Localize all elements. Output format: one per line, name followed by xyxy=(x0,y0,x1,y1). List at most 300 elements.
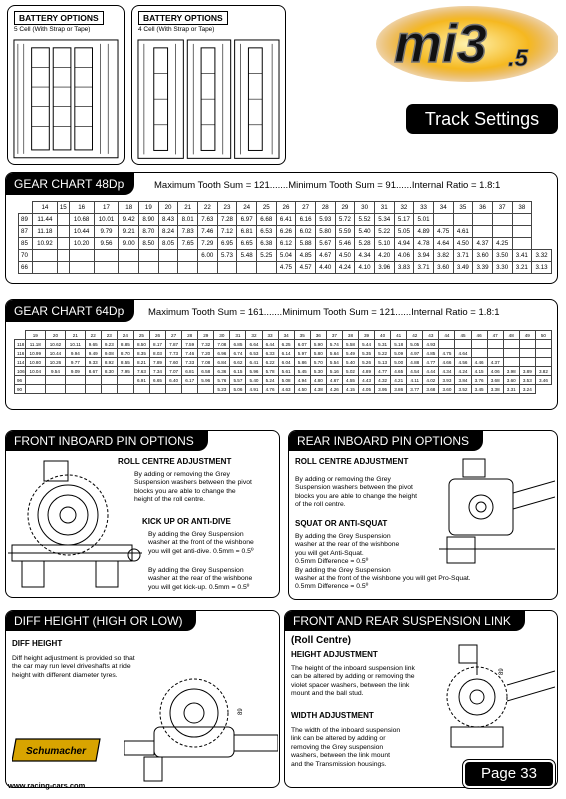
page-number: Page 33 xyxy=(463,760,555,788)
gear-cell xyxy=(487,349,503,358)
gear-cell: 4.02 xyxy=(423,376,439,385)
gear-column-header: 25 xyxy=(133,331,149,340)
gear-cell: 4.67 xyxy=(315,250,335,262)
gear-cell: 6.84 xyxy=(214,358,230,367)
gear-cell: 5.59 xyxy=(335,226,355,238)
gear-cell xyxy=(133,385,149,394)
front-suspension-drawing xyxy=(8,453,142,595)
gear-chart-64dp xyxy=(5,299,558,410)
gear-cell: 3.38 xyxy=(487,385,503,394)
gear-cell: 10.44 xyxy=(45,349,65,358)
gear-cell: 3.39 xyxy=(473,262,493,274)
gear-row xyxy=(19,238,552,250)
gear-cell: 9.56 xyxy=(94,238,119,250)
gear-cell: 3.82 xyxy=(433,250,453,262)
gear-cell: 4.89 xyxy=(414,226,434,238)
gear-cell: 4.56 xyxy=(455,358,471,367)
gear-cell: 4.77 xyxy=(375,367,391,376)
gear-cell xyxy=(158,262,178,274)
gear-column-header: 22 xyxy=(85,331,101,340)
gear-cell xyxy=(453,214,473,226)
gear-cell: 6.07 xyxy=(294,340,310,349)
gear-cell xyxy=(57,226,69,238)
battery-options-4-cell xyxy=(131,5,286,165)
gear-column-header: 50 xyxy=(535,331,551,340)
gear-column-header: 35 xyxy=(453,202,473,214)
gear-column-header: 21 xyxy=(66,331,86,340)
gear-cell: 6.41 xyxy=(276,214,296,226)
gear-cell: 5.88 xyxy=(296,238,316,250)
gear-cell xyxy=(471,340,487,349)
mi3-logo xyxy=(372,4,558,86)
gear-cell: 3.31 xyxy=(503,385,519,394)
gear-cell: 6.95 xyxy=(217,238,237,250)
gear-column-header: 42 xyxy=(407,331,423,340)
gear-cell xyxy=(237,262,257,274)
gear-cell: 5.06 xyxy=(230,385,246,394)
gear-row xyxy=(19,226,552,238)
gear-cell: 9.33 xyxy=(85,358,101,367)
gear-cell: 8.92 xyxy=(101,358,117,367)
gear-row xyxy=(15,367,552,376)
gear-cell xyxy=(471,349,487,358)
gear-cell: 4.57 xyxy=(296,262,316,274)
gear-cell: 7.73 xyxy=(166,349,182,358)
gear-cell: 8.05 xyxy=(158,238,178,250)
gear-cell: 6.44 xyxy=(262,340,278,349)
gear-cell: 6.33 xyxy=(262,349,278,358)
gear-cell: 4.46 xyxy=(471,358,487,367)
gear-column-header: 44 xyxy=(439,331,455,340)
gear-column-header: 33 xyxy=(262,331,278,340)
gear-cell xyxy=(94,262,119,274)
gear-cell: 3.49 xyxy=(453,262,473,274)
gear-column-header: 27 xyxy=(166,331,182,340)
gear-cell: 8.70 xyxy=(117,349,133,358)
gear-cell: 4.20 xyxy=(374,250,394,262)
gear-cell: 6.04 xyxy=(278,358,294,367)
diff-housing-drawing xyxy=(124,673,278,785)
brand-text: Schumacher xyxy=(25,746,87,757)
gear-cell: 6.81 xyxy=(237,226,257,238)
gear-cell: 4.54 xyxy=(407,367,423,376)
battery-layout-drawing xyxy=(136,38,281,160)
gear-cell: 5.64 xyxy=(326,349,342,358)
gear-cell xyxy=(101,385,117,394)
gear-cell xyxy=(25,376,45,385)
gear-row-label: 118 xyxy=(15,340,26,349)
gear-cell: 10.26 xyxy=(45,358,65,367)
gear-column-header: 20 xyxy=(45,331,65,340)
gear-cell: 6.16 xyxy=(296,214,316,226)
gear-cell: 3.71 xyxy=(453,250,473,262)
gear-cell: 3.24 xyxy=(519,385,535,394)
gear-cell: 8.50 xyxy=(133,340,149,349)
gear-cell: 4.75 xyxy=(439,349,455,358)
gear-cell: 5.34 xyxy=(374,214,394,226)
gear-column-header: 47 xyxy=(487,331,503,340)
gear-row-label: 89 xyxy=(19,214,33,226)
gear-cell: 3.32 xyxy=(532,250,552,262)
gear-cell: 3.41 xyxy=(512,250,532,262)
gear-cell: 7.65 xyxy=(178,238,198,250)
gear-cell: 3.96 xyxy=(374,262,394,274)
gear-cell xyxy=(149,385,165,394)
gear-chart-title: GEAR CHART 64Dp xyxy=(6,300,134,322)
gear-cell: 3.76 xyxy=(471,376,487,385)
gear-cell: 7.63 xyxy=(133,367,149,376)
gear-cell xyxy=(535,358,551,367)
gear-cell: 7.46 xyxy=(182,349,198,358)
gear-cell: 6.40 xyxy=(166,376,182,385)
gear-column-header: 35 xyxy=(294,331,310,340)
gear-cell: 8.55 xyxy=(117,358,133,367)
gear-cell: 4.66 xyxy=(439,358,455,367)
gear-row-label: 114 xyxy=(15,358,26,367)
gear-cell: 4.15 xyxy=(342,385,358,394)
gear-cell: 10.20 xyxy=(69,238,94,250)
gear-cell: 5.45 xyxy=(294,367,310,376)
gear-row-label: 90 xyxy=(15,385,26,394)
gear-cell: 4.43 xyxy=(359,376,375,385)
gear-cell: 7.07 xyxy=(166,367,182,376)
gear-cell: 5.02 xyxy=(342,367,358,376)
gear-column-header: 23 xyxy=(101,331,117,340)
gear-header-row xyxy=(19,202,552,214)
gear-cell: 6.26 xyxy=(276,226,296,238)
gear-cell: 5.78 xyxy=(262,367,278,376)
gear-cell: 5.74 xyxy=(326,340,342,349)
gear-cell: 5.28 xyxy=(355,238,375,250)
roll-centre-text: By adding or removing the Grey Suspension washers between the pivot blocks you are able to change the height of the roll centre. xyxy=(134,471,252,504)
gear-column-header: 33 xyxy=(414,202,434,214)
gear-column-header: 28 xyxy=(182,331,198,340)
gear-cell: 11.44 xyxy=(33,214,58,226)
gear-row-label: 96 xyxy=(15,376,26,385)
gear-column-header: 38 xyxy=(342,331,358,340)
gear-column-header: 21 xyxy=(178,202,198,214)
gear-cell: 4.06 xyxy=(394,250,414,262)
gear-cell: 7.28 xyxy=(217,214,237,226)
gear-cell: 7.08 xyxy=(214,340,230,349)
gear-cell xyxy=(512,226,532,238)
gear-cell: 6.65 xyxy=(237,238,257,250)
gear-cell: 3.60 xyxy=(473,250,493,262)
gear-cell: 5.35 xyxy=(359,349,375,358)
gear-cell: 6.65 xyxy=(149,376,165,385)
suspension-link-drawing xyxy=(437,635,555,755)
gear-cell: 4.37 xyxy=(487,358,503,367)
gear-cell xyxy=(117,376,133,385)
gear-cell xyxy=(503,340,519,349)
gear-cell: 3.60 xyxy=(439,385,455,394)
gear-cell: 5.25 xyxy=(256,250,276,262)
gear-column-header: 19 xyxy=(25,331,45,340)
gear-cell: 5.48 xyxy=(237,250,257,262)
gear-cell xyxy=(45,376,65,385)
gear-row xyxy=(15,358,552,367)
gear-cell: 4.80 xyxy=(310,376,326,385)
gear-cell: 8.90 xyxy=(139,214,159,226)
gear-column-header: 17 xyxy=(94,202,119,214)
gear-cell xyxy=(503,358,519,367)
gear-cell xyxy=(503,349,519,358)
gear-column-header: 25 xyxy=(256,202,276,214)
logo-suffix: .5 xyxy=(508,45,529,72)
rear-inboard-pin-panel xyxy=(288,430,558,600)
gear-column-header: 34 xyxy=(278,331,294,340)
gear-cell: 4.65 xyxy=(391,367,407,376)
gear-column-header: 26 xyxy=(149,331,165,340)
gear-row-label xyxy=(15,331,26,340)
gear-cell: 6.36 xyxy=(214,367,230,376)
gear-cell xyxy=(57,238,69,250)
gear-cell xyxy=(198,385,214,394)
gear-cell xyxy=(69,262,94,274)
gear-cell: 9.21 xyxy=(119,226,139,238)
gear-cell: 4.32 xyxy=(375,376,391,385)
gear-cell: 6.74 xyxy=(230,349,246,358)
gear-cell xyxy=(439,340,455,349)
gear-cell: 5.40 xyxy=(355,226,375,238)
gear-cell: 4.25 xyxy=(492,238,512,250)
gear-cell: 6.53 xyxy=(256,226,276,238)
gear-cell: 5.00 xyxy=(391,358,407,367)
gear-cell: 7.08 xyxy=(198,358,214,367)
gear-chart-info: Maximum Tooth Sum = 161.......Minimum Tooth Sum = 121......Internal Ratio = 1.8:1 xyxy=(148,307,500,318)
section-title: REAR INBOARD PIN OPTIONS xyxy=(289,431,483,451)
gear-column-header: 20 xyxy=(158,202,178,214)
gear-cell: 4.24 xyxy=(335,262,355,274)
gear-cell: 8.70 xyxy=(139,226,159,238)
gear-column-header: 30 xyxy=(355,202,375,214)
gear-cell: 4.75 xyxy=(433,226,453,238)
gear-cell: 5.52 xyxy=(355,214,375,226)
gear-column-header: 45 xyxy=(455,331,471,340)
gear-column-header: 40 xyxy=(375,331,391,340)
gear-cell: 6.15 xyxy=(230,367,246,376)
gear-row-label: 70 xyxy=(19,250,33,262)
gear-cell: 7.63 xyxy=(198,214,218,226)
gear-cell xyxy=(256,262,276,274)
battery-options-title: BATTERY OPTIONS xyxy=(138,11,228,25)
gear-cell: 4.37 xyxy=(473,238,493,250)
gear-row xyxy=(19,262,552,274)
gear-cell: 9.42 xyxy=(119,214,139,226)
gear-cell: 4.85 xyxy=(423,349,439,358)
gear-cell: 3.68 xyxy=(423,385,439,394)
kick-up-text: By adding the Grey Suspension washer at the rear of the wishbone you will get kick-up. 0.5mm = 0.5º xyxy=(148,567,253,591)
gear-cell xyxy=(101,376,117,385)
gear-cell: 5.97 xyxy=(294,349,310,358)
gear-row xyxy=(15,349,552,358)
gear-cell: 4.50 xyxy=(335,250,355,262)
front-inboard-pin-panel xyxy=(5,430,280,598)
gear-cell: 4.21 xyxy=(391,376,407,385)
gear-column-header: 14 xyxy=(33,202,58,214)
gear-cell: 5.16 xyxy=(326,367,342,376)
gear-cell: 5.18 xyxy=(391,340,407,349)
gear-cell: 6.22 xyxy=(262,358,278,367)
gear-cell: 4.26 xyxy=(326,385,342,394)
gear-cell xyxy=(119,250,139,262)
gear-cell: 3.21 xyxy=(512,262,532,274)
gear-cell: 9.23 xyxy=(101,340,117,349)
gear-chart-info: Maximum Tooth Sum = 121.......Minimum Tooth Sum = 91......Internal Ratio = 1.8:1 xyxy=(154,180,501,191)
gear-cell: 5.54 xyxy=(326,358,342,367)
gear-column-header: 29 xyxy=(198,331,214,340)
schumacher-logo xyxy=(12,735,104,765)
gear-cell: 3.84 xyxy=(455,376,471,385)
gear-cell: 5.30 xyxy=(310,367,326,376)
gear-cell xyxy=(158,250,178,262)
battery-options-subtitle: 5 Cell (With Strap or Tape) xyxy=(14,26,91,33)
gear-header-row xyxy=(15,331,552,340)
gear-column-header: 18 xyxy=(119,202,139,214)
gear-row xyxy=(15,385,552,394)
gear-cell: 10.01 xyxy=(94,214,119,226)
gear-cell xyxy=(94,250,119,262)
gear-cell xyxy=(178,250,198,262)
gear-cell: 7.89 xyxy=(149,358,165,367)
gear-cell: 8.17 xyxy=(149,340,165,349)
gear-cell: 4.89 xyxy=(359,367,375,376)
gear-cell: 4.91 xyxy=(246,385,262,394)
gear-column-header: 31 xyxy=(230,331,246,340)
gear-cell: 9.94 xyxy=(66,349,86,358)
kick-up-heading: KICK UP OR ANTI-DIVE xyxy=(142,517,231,526)
gear-chart-table xyxy=(18,201,552,274)
gear-cell: 5.22 xyxy=(374,226,394,238)
gear-column-header: 28 xyxy=(315,202,335,214)
gear-cell: 5.31 xyxy=(375,340,391,349)
gear-cell: 9.65 xyxy=(85,340,101,349)
gear-cell: 10.99 xyxy=(25,349,45,358)
gear-cell: 3.50 xyxy=(492,250,512,262)
gear-cell xyxy=(69,250,94,262)
gear-cell: 4.44 xyxy=(423,367,439,376)
gear-cell: 5.23 xyxy=(214,385,230,394)
gear-cell xyxy=(117,385,133,394)
gear-cell: 5.72 xyxy=(335,214,355,226)
gear-cell xyxy=(166,385,182,394)
gear-cell xyxy=(57,262,69,274)
gear-cell: 4.10 xyxy=(355,262,375,274)
gear-cell: 5.44 xyxy=(359,340,375,349)
gear-cell: 5.61 xyxy=(278,367,294,376)
gear-cell: 5.70 xyxy=(310,358,326,367)
gear-row-label: 87 xyxy=(19,226,33,238)
gear-chart-table xyxy=(14,330,552,394)
diff-height-heading: DIFF HEIGHT xyxy=(12,639,63,648)
gear-cell: 3.52 xyxy=(455,385,471,394)
gear-column-header: 38 xyxy=(512,202,532,214)
gear-cell: 5.08 xyxy=(278,376,294,385)
gear-column-header: 46 xyxy=(471,331,487,340)
gear-cell: 5.46 xyxy=(335,238,355,250)
gear-cell: 7.87 xyxy=(166,340,182,349)
gear-cell: 6.12 xyxy=(276,238,296,250)
gear-cell xyxy=(66,376,86,385)
width-adjustment-text: The width of the inboard suspension link can be altered by adding or removing the Grey suspension washers, between the link mount and the Transmission housings. xyxy=(291,727,401,768)
gear-cell xyxy=(512,238,532,250)
gear-cell xyxy=(492,214,512,226)
gear-cell: 5.10 xyxy=(374,238,394,250)
battery-layout-drawing xyxy=(12,38,120,160)
gear-cell: 5.40 xyxy=(246,376,262,385)
gear-cell: 3.93 xyxy=(439,376,455,385)
gear-cell xyxy=(57,214,69,226)
website-link[interactable]: www.racing-cars.com xyxy=(8,781,86,790)
gear-cell: 4.61 xyxy=(453,226,473,238)
gear-cell: 3.82 xyxy=(535,367,551,376)
section-title: FRONT INBOARD PIN OPTIONS xyxy=(6,431,208,451)
gear-column-header: 48 xyxy=(503,331,519,340)
gear-cell: 4.34 xyxy=(439,367,455,376)
gear-cell: 5.76 xyxy=(214,376,230,385)
gear-cell: 4.85 xyxy=(296,250,316,262)
gear-cell: 4.55 xyxy=(342,376,358,385)
gear-cell xyxy=(33,262,58,274)
gear-cell: 4.15 xyxy=(471,367,487,376)
gear-cell xyxy=(33,250,58,262)
battery-options-subtitle: 4 Cell (With Strap or Tape) xyxy=(138,26,215,33)
gear-cell: 5.22 xyxy=(375,349,391,358)
gear-cell xyxy=(198,262,218,274)
gear-column-header: 23 xyxy=(217,202,237,214)
gear-cell: 8.67 xyxy=(85,367,101,376)
gear-cell: 8.01 xyxy=(178,214,198,226)
gear-cell: 9.08 xyxy=(101,349,117,358)
gear-cell: 5.05 xyxy=(407,340,423,349)
gear-cell: 6.53 xyxy=(246,349,262,358)
gear-column-header: 32 xyxy=(394,202,414,214)
roll-centre-text: By adding or removing the Grey Suspension washers between the pivot blocks you are able to change the height of the roll centre. xyxy=(295,476,418,509)
gear-column-header: 30 xyxy=(214,331,230,340)
battery-options-title: BATTERY OPTIONS xyxy=(14,11,104,25)
gear-cell: 4.38 xyxy=(310,385,326,394)
gear-cell: 4.75 xyxy=(276,262,296,274)
gear-cell: 6.96 xyxy=(214,349,230,358)
gear-cell: 6.91 xyxy=(133,376,149,385)
gear-cell: 10.68 xyxy=(69,214,94,226)
gear-cell: 8.50 xyxy=(139,238,159,250)
gear-column-header: 36 xyxy=(310,331,326,340)
gear-cell: 4.05 xyxy=(359,385,375,394)
gear-cell: 6.38 xyxy=(256,238,276,250)
gear-column-header: 37 xyxy=(326,331,342,340)
gear-row xyxy=(15,376,552,385)
gear-column-header: 22 xyxy=(198,202,218,214)
gear-cell: 8.30 xyxy=(101,367,117,376)
gear-cell: 4.64 xyxy=(433,238,453,250)
gear-row-label: 85 xyxy=(19,238,33,250)
gear-cell: 5.49 xyxy=(342,349,358,358)
gear-cell: 7.29 xyxy=(198,238,218,250)
gear-cell: 5.96 xyxy=(198,376,214,385)
gear-cell: 4.93 xyxy=(423,340,439,349)
gear-cell: 9.79 xyxy=(94,226,119,238)
gear-cell: 7.33 xyxy=(182,358,198,367)
gear-cell: 4.94 xyxy=(394,238,414,250)
gear-cell xyxy=(519,358,535,367)
gear-column-header: 24 xyxy=(237,202,257,214)
gear-cell: 5.73 xyxy=(217,250,237,262)
gear-cell: 5.67 xyxy=(315,238,335,250)
diff-height-text: Diff height adjustment is provided so that the car may run level driveshafts at ride height with different diameter tyres. xyxy=(12,655,135,679)
gear-cell: 5.05 xyxy=(394,226,414,238)
gear-cell: 8.24 xyxy=(158,226,178,238)
